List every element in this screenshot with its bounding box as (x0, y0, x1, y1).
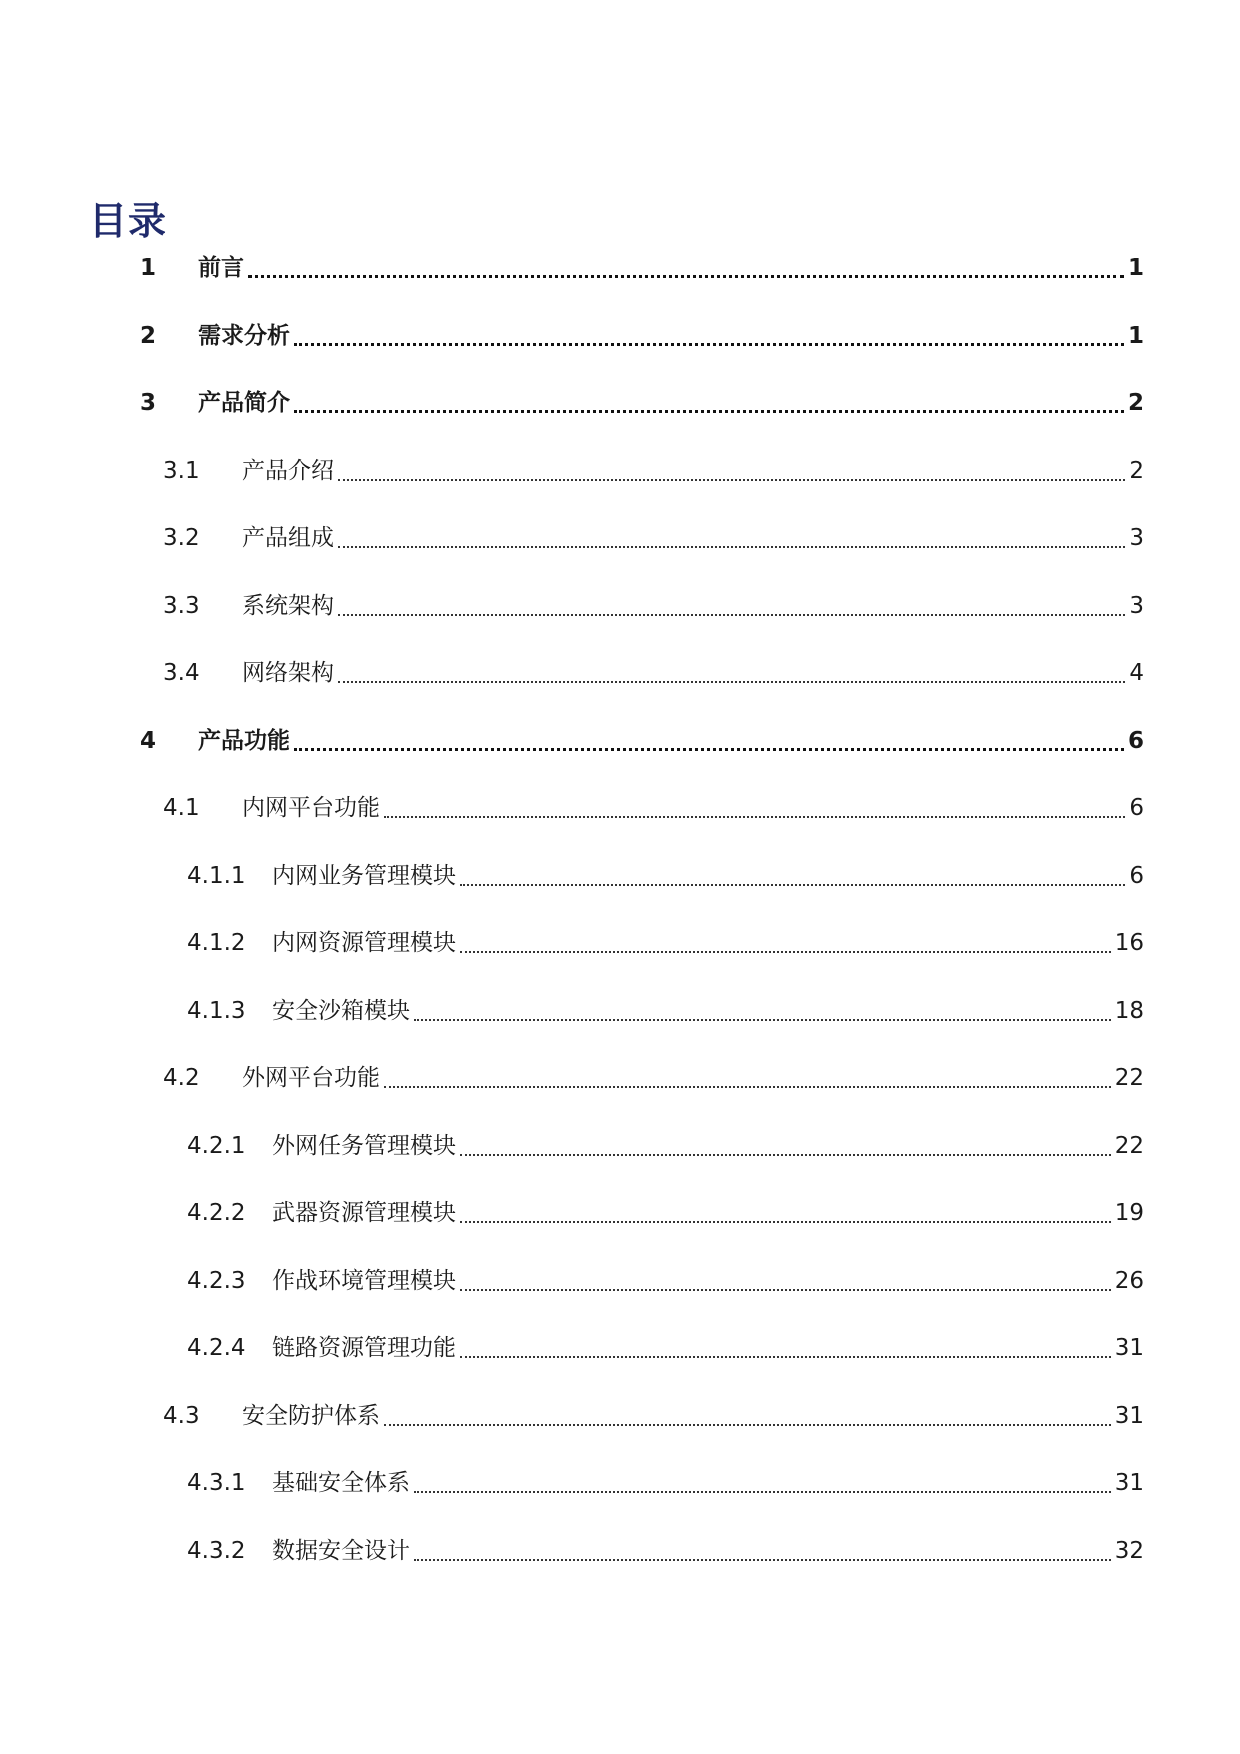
toc-entry-label: 产品介绍 (242, 458, 334, 484)
toc-entry[interactable] (163, 451, 1144, 491)
toc-title: 目录 (89, 199, 168, 243)
toc-entry-number: 4.3 (163, 1403, 200, 1429)
toc-entry[interactable] (187, 1193, 1144, 1233)
toc-entry-page-number: 31 (1114, 1403, 1144, 1429)
toc-entry-label: 内网资源管理模块 (272, 930, 456, 956)
toc-entry-page-number: 31 (1114, 1470, 1144, 1496)
toc-dot-leader (460, 1221, 1111, 1223)
toc-entry-label: 系统架构 (242, 593, 334, 619)
toc-entry-label: 内网平台功能 (242, 795, 380, 821)
toc-entry-page-number: 1 (1127, 323, 1144, 349)
toc-entry-page-number: 18 (1114, 998, 1144, 1024)
toc-entry-number: 4.1.1 (187, 863, 246, 889)
toc-entry[interactable] (163, 518, 1144, 558)
toc-entry-page-number: 6 (1129, 863, 1144, 889)
toc-dot-leader (384, 1424, 1111, 1426)
toc-entry-number: 4.2.4 (187, 1335, 246, 1361)
toc-entry-number: 4.2.1 (187, 1133, 246, 1159)
toc-entry-page-number: 3 (1129, 525, 1144, 551)
toc-entry-label: 作战环境管理模块 (272, 1268, 456, 1294)
toc-dot-leader (338, 479, 1125, 481)
toc-entry[interactable] (163, 653, 1144, 693)
toc-entry-number: 4.1.2 (187, 930, 246, 956)
toc-entry-label: 内网业务管理模块 (272, 863, 456, 889)
toc-entry-page-number: 31 (1114, 1335, 1144, 1361)
toc-dot-leader (460, 1289, 1111, 1291)
toc-entry[interactable] (187, 1328, 1144, 1368)
toc-entry-label: 产品功能 (198, 728, 290, 754)
toc-entry-page-number: 4 (1129, 660, 1144, 686)
toc-entry-label: 安全防护体系 (242, 1403, 380, 1429)
toc-entry-label: 需求分析 (198, 323, 290, 349)
toc-entry-label: 前言 (198, 255, 244, 281)
toc-entry-number: 4.3.1 (187, 1470, 246, 1496)
toc-entry[interactable] (163, 586, 1144, 626)
toc-dot-leader (294, 343, 1124, 346)
toc-entry-page-number: 3 (1129, 593, 1144, 619)
toc-entry-page-number: 16 (1114, 930, 1144, 956)
toc-entry-page-number: 6 (1129, 795, 1144, 821)
toc-entry-number: 4.2.3 (187, 1268, 246, 1294)
toc-entry-number: 3.3 (163, 593, 200, 619)
toc-entry[interactable] (140, 316, 1144, 356)
toc-entry-number: 3 (140, 390, 157, 416)
toc-entry[interactable] (187, 991, 1144, 1031)
toc-dot-leader (460, 1154, 1111, 1156)
toc-dot-leader (338, 546, 1125, 548)
toc-entry-number: 4.1 (163, 795, 200, 821)
toc-entry[interactable] (187, 1261, 1144, 1301)
toc-entry[interactable] (187, 1126, 1144, 1166)
toc-entry-number: 4.2.2 (187, 1200, 246, 1226)
toc-entry-label: 基础安全体系 (272, 1470, 410, 1496)
toc-entry-number: 4.1.3 (187, 998, 246, 1024)
toc-entry-label: 武器资源管理模块 (272, 1200, 456, 1226)
toc-entry-page-number: 2 (1129, 458, 1144, 484)
toc-entry[interactable] (187, 856, 1144, 896)
toc-dot-leader (384, 1086, 1111, 1088)
toc-dot-leader (414, 1559, 1111, 1561)
toc-entry-label: 安全沙箱模块 (272, 998, 410, 1024)
toc-entry-label: 产品简介 (198, 390, 290, 416)
toc-entry-page-number: 6 (1127, 728, 1144, 754)
toc-entry[interactable] (140, 721, 1144, 761)
toc-entry-label: 外网平台功能 (242, 1065, 380, 1091)
toc-dot-leader (414, 1019, 1111, 1021)
toc-entry-label: 产品组成 (242, 525, 334, 551)
toc-entry[interactable] (187, 923, 1144, 963)
toc-entry-label: 链路资源管理功能 (272, 1335, 456, 1361)
toc-entry[interactable] (163, 1396, 1144, 1436)
toc-dot-leader (460, 1356, 1111, 1358)
toc-entry-number: 3.4 (163, 660, 200, 686)
toc-dot-leader (460, 951, 1111, 953)
toc-entry-page-number: 32 (1114, 1538, 1144, 1564)
toc-entry-number: 4.2 (163, 1065, 200, 1091)
toc-entry[interactable] (163, 1058, 1144, 1098)
toc-dot-leader (248, 275, 1124, 278)
toc-entry-page-number: 22 (1114, 1133, 1144, 1159)
toc-entry-number: 4 (140, 728, 157, 754)
toc-entry-number: 3.1 (163, 458, 200, 484)
toc-entry[interactable] (187, 1463, 1144, 1503)
toc-entry-number: 1 (140, 255, 157, 281)
toc-entry-page-number: 1 (1127, 255, 1144, 281)
toc-dot-leader (384, 816, 1125, 818)
toc-entry[interactable] (163, 788, 1144, 828)
toc-entry-number: 2 (140, 323, 157, 349)
toc-dot-leader (338, 681, 1125, 683)
toc-entry[interactable] (140, 248, 1144, 288)
toc-entry-number: 3.2 (163, 525, 200, 551)
toc-entry-page-number: 19 (1114, 1200, 1144, 1226)
toc-entry-page-number: 2 (1127, 390, 1144, 416)
toc-entry-label: 数据安全设计 (272, 1538, 410, 1564)
toc-entry-number: 4.3.2 (187, 1538, 246, 1564)
toc-entry-label: 外网任务管理模块 (272, 1133, 456, 1159)
toc-entry-label: 网络架构 (242, 660, 334, 686)
toc-entry[interactable] (187, 1531, 1144, 1571)
toc-dot-leader (414, 1491, 1111, 1493)
toc-dot-leader (294, 410, 1124, 413)
toc-dot-leader (460, 884, 1125, 886)
toc-dot-leader (338, 614, 1125, 616)
toc-entry-page-number: 22 (1114, 1065, 1144, 1091)
toc-dot-leader (294, 748, 1124, 751)
toc-entry-page-number: 26 (1114, 1268, 1144, 1294)
toc-entry[interactable] (140, 383, 1144, 423)
